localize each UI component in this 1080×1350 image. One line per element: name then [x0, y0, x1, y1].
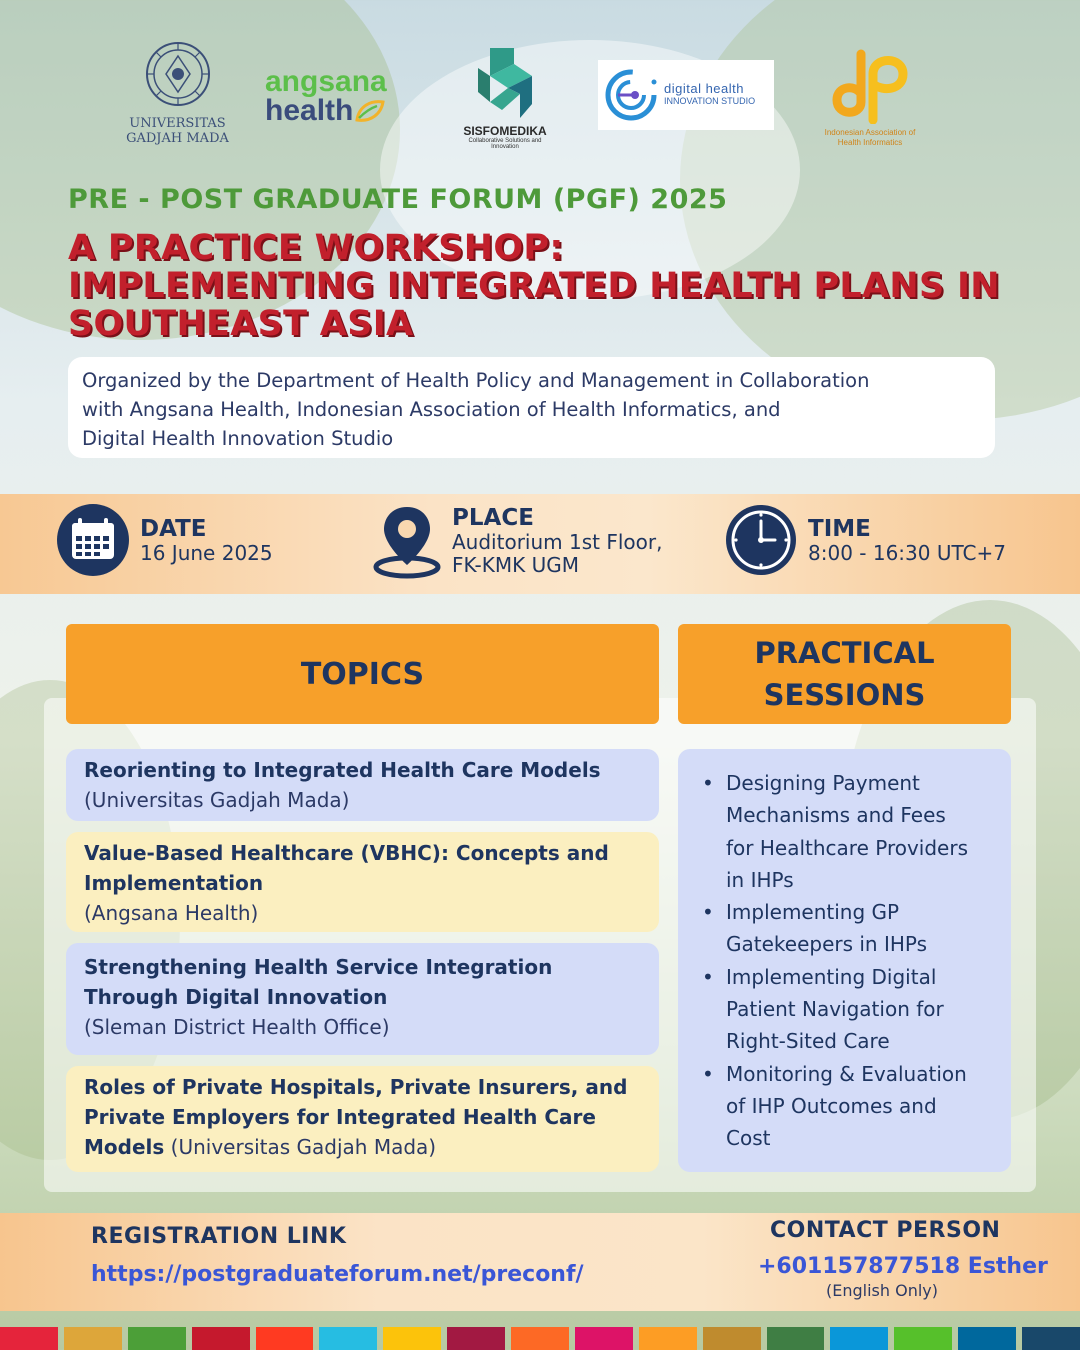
date-value: 16 June 2025 [140, 540, 273, 565]
topic-title: Roles of Private Hospitals, Private Insurers, and [84, 1075, 628, 1099]
topic-title: Value-Based Healthcare (VBHC): Concepts and [84, 841, 609, 865]
angsana-line1: angsana [265, 65, 387, 98]
topic-title: Strengthening Health Service Integration [84, 955, 553, 979]
topic-affiliation: (Universitas Gadjah Mada) [170, 1135, 437, 1159]
sisfomedika-logo [455, 46, 555, 150]
session-item [702, 767, 995, 896]
practical-header-line2: SESSIONS [763, 678, 926, 712]
clock-icon [724, 503, 798, 577]
sdg-color-block [958, 1327, 1016, 1350]
sisfomedika-mark-icon [470, 46, 540, 120]
sdg-color-block [703, 1327, 761, 1350]
topic-affiliation: (Angsana Health) [84, 901, 259, 925]
ugm-seal-icon [144, 40, 212, 108]
contact-phone[interactable]: +601157877518 Esther [758, 1254, 1048, 1279]
sdg-color-block [894, 1327, 952, 1350]
bullet-icon: • [702, 964, 714, 989]
place-value-line1: Auditorium 1st Floor, [452, 530, 663, 554]
digital-health-innovation-studio-logo [598, 60, 774, 130]
iahi-mark-icon [827, 46, 913, 124]
topics-header: TOPICS [66, 624, 659, 724]
sdg-color-block [575, 1327, 633, 1350]
registration-label: REGISTRATION LINK [91, 1224, 347, 1249]
session-line: for Healthcare Providers [726, 835, 968, 860]
session-line: of IHP Outcomes and [726, 1093, 937, 1118]
ugm-line1: UNIVERSITAS [129, 116, 226, 131]
place-info [372, 503, 662, 579]
place-label: PLACE [452, 505, 534, 531]
sdg-color-block [447, 1327, 505, 1350]
registration-link[interactable]: https://postgraduateforum.net/preconf/ [91, 1262, 584, 1287]
topic-affiliation: (Sleman District Health Office) [84, 1015, 390, 1039]
session-line: Implementing Digital [726, 964, 937, 989]
angsana-health-logo [265, 65, 387, 127]
sdg-color-block [639, 1327, 697, 1350]
sdg-color-block [830, 1327, 888, 1350]
topic-title: Models [84, 1135, 165, 1159]
bullet-icon: • [702, 1061, 714, 1086]
dhis-mark-icon [604, 68, 658, 122]
iahi-line1: Indonesian Association of [824, 128, 916, 137]
place-value-line2: FK-KMK UGM [452, 553, 579, 577]
practical-sessions-header [678, 624, 1011, 724]
sdg-color-block [1022, 1327, 1080, 1350]
session-line: Implementing GP [726, 900, 900, 925]
iahi-logo [808, 46, 932, 148]
sdg-color-block [767, 1327, 825, 1350]
dhis-line2: INNOVATION STUDIO [664, 96, 756, 106]
angsana-line2: health [265, 94, 354, 127]
event-title [68, 229, 1028, 343]
topic-card [66, 943, 659, 1055]
iahi-line2: Health Informatics [837, 138, 903, 147]
dhis-line1: digital health [664, 81, 744, 96]
contact-label: CONTACT PERSON [770, 1218, 1001, 1243]
sdg-color-block [64, 1327, 122, 1350]
event-title-line: A PRACTICE WORKSHOP: [68, 228, 564, 268]
topic-title: Through Digital Innovation [84, 985, 388, 1009]
sisfomedika-tagline: Collaborative Solutions and Innovation [468, 138, 542, 150]
sdg-color-block [0, 1327, 58, 1350]
time-value: 8:00 - 16:30 UTC+7 [808, 540, 1006, 565]
organizer-line: Organized by the Department of Health Policy and Management in Collaboration [82, 369, 870, 392]
session-line: Monitoring & Evaluation [726, 1061, 967, 1086]
session-line: in IHPs [726, 867, 794, 892]
session-line: Gatekeepers in IHPs [726, 932, 928, 957]
event-title-line: IMPLEMENTING INTEGRATED HEALTH PLANS IN [68, 266, 1000, 306]
session-item [702, 896, 995, 961]
ugm-logo [120, 40, 235, 146]
topic-title: Implementation [84, 871, 264, 895]
bullet-icon: • [702, 900, 714, 925]
sdg-color-block [192, 1327, 250, 1350]
sdg-color-strip [0, 1327, 1080, 1350]
organizer-box [68, 357, 995, 458]
sdg-color-block [319, 1327, 377, 1350]
practical-sessions-list [678, 749, 1011, 1172]
ugm-line2: GADJAH MADA [126, 131, 229, 146]
sdg-color-block [128, 1327, 186, 1350]
sdg-color-block [383, 1327, 441, 1350]
sdg-color-block [256, 1327, 314, 1350]
calendar-icon [56, 503, 130, 577]
date-info [56, 503, 273, 577]
topic-card [66, 749, 659, 821]
session-line: Mechanisms and Fees [726, 803, 946, 828]
partner-logos [0, 40, 1080, 160]
session-line: Cost [726, 1126, 771, 1151]
organizer-line: with Angsana Health, Indonesian Association of Health Informatics, and [82, 398, 781, 421]
session-line: Patient Navigation for [726, 997, 944, 1022]
contact-note: (English Only) [826, 1281, 938, 1300]
session-line: Right-Sited Care [726, 1029, 890, 1054]
topic-card [66, 1066, 659, 1172]
sdg-color-block [511, 1327, 569, 1350]
topic-affiliation: (Universitas Gadjah Mada) [84, 788, 350, 812]
date-label: DATE [140, 515, 207, 542]
session-line: Designing Payment [726, 771, 920, 795]
sisfomedika-name: SISFOMEDIKA [463, 124, 547, 138]
session-item [702, 1058, 995, 1155]
practical-header-line1: PRACTICAL [754, 636, 935, 670]
time-info [724, 503, 1006, 577]
time-label: TIME [808, 515, 871, 542]
bullet-icon: • [702, 771, 714, 795]
event-subtitle: PRE - POST GRADUATE FORUM (PGF) 2025 [68, 184, 728, 215]
topic-title: Private Employers for Integrated Health Care [84, 1105, 596, 1129]
leaf-icon [355, 98, 385, 124]
topic-title: Reorienting to Integrated Health Care Models [84, 758, 601, 782]
organizer-line: Digital Health Innovation Studio [82, 427, 394, 450]
session-item [702, 961, 995, 1058]
event-title-line: SOUTHEAST ASIA [68, 304, 414, 344]
location-pin-icon [372, 503, 442, 579]
topic-card [66, 832, 659, 932]
